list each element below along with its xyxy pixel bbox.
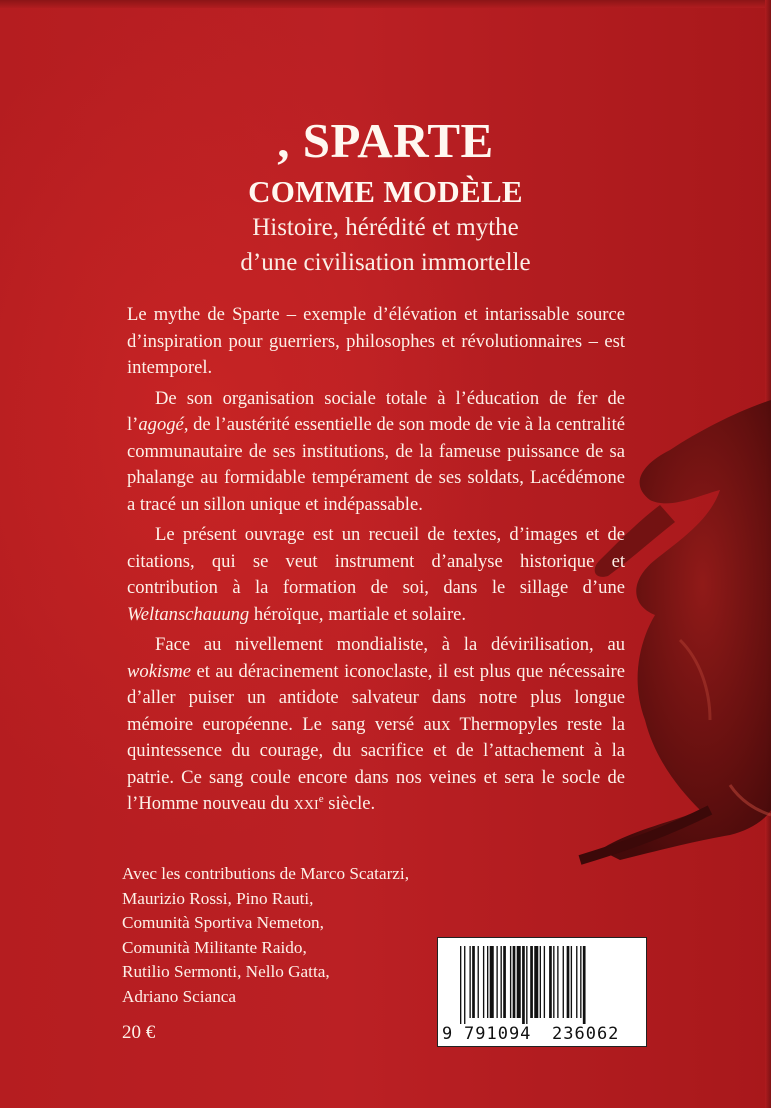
barcode-bar — [557, 946, 558, 1018]
barcode-bar — [487, 946, 488, 1018]
barcode-bar — [583, 946, 586, 1024]
book-title: , SPARTE — [277, 113, 494, 168]
barcode-bar — [553, 946, 554, 1018]
blurb-paragraph-2: De son organisation sociale totale à l’éducation de fer de l’agogé, de l’austérité essentielle de son mode de vie à la centralité communautaire de ses institutions, de la fameuse puissance de sa phalange au formidable tempérament de ses soldats, Lacédémone a tracé un sillon unique et indépassable. — [127, 387, 625, 515]
contributors-line: Comunità Sportiva Nemeton, — [122, 913, 324, 933]
barcode-bar — [469, 946, 470, 1018]
book-tagline-line-2: d’une civilisation immortelle — [240, 249, 531, 276]
barcode-bar — [464, 946, 465, 1024]
barcode-bar — [571, 946, 572, 1018]
barcode-bar — [490, 946, 494, 1018]
barcode-bar — [563, 946, 564, 1018]
barcode-bar — [580, 946, 581, 1018]
contributors-line: Adriano Scianca — [122, 986, 237, 1006]
barcode-bar — [567, 946, 570, 1018]
barcode-bar — [522, 946, 525, 1024]
barcode-first-digit: 9 — [442, 1024, 453, 1044]
barcode-bar — [510, 946, 511, 1018]
blurb-paragraph-3: Le présent ouvrage est un recueil de textes, d’images et de citations, qui se veut instrument d’analyse historique et contribution à la formation de soi, dans le sillage d’une Weltanschauung héroïque, martiale et solaire. — [127, 524, 625, 625]
back-cover-blurb — [127, 302, 625, 824]
contributors-line: Comunità Militante Raido, — [122, 937, 307, 957]
isbn-barcode — [437, 937, 647, 1047]
barcode-bar — [576, 946, 577, 1018]
contributors-line: Avec les contributions de Marco Scatarzi, — [122, 864, 409, 883]
book-subtitle: COMME MODÈLE — [248, 174, 523, 209]
blurb-paragraph-4: Face au nivellement mondialiste, à la dévirilisation, au wokisme et au déracinement iconoclaste, il est plus que nécessaire d’aller puiser un antidote salvateur dans notre plus longue mémoire européenne. Le sang versé aux Thermopyles reste la quintessence du courage, du sacrifice et de l’attachement à la patrie. Ce sang coule encore dans nos veines et sera le socle de l’Homme nouveau du XXIe siècle. — [127, 634, 625, 814]
barcode-bar — [472, 946, 475, 1018]
contributors-line: Rutilio Sermonti, Nello Gatta, — [122, 962, 330, 982]
contributors-line: Maurizio Rossi, Pino Rauti, — [122, 888, 314, 908]
barcode-bar — [513, 946, 516, 1018]
barcode-bar — [534, 946, 538, 1018]
barcode-bar — [501, 946, 502, 1018]
barcode-bar — [517, 946, 521, 1018]
barcode-bar — [478, 946, 479, 1018]
book-tagline-line-1: Histoire, hérédité et mythe — [252, 214, 519, 241]
barcode-bar — [503, 946, 506, 1018]
barcode-bar — [544, 946, 545, 1018]
cover-top-edge — [0, 0, 771, 8]
barcode-bar — [496, 946, 497, 1018]
barcode-bar — [530, 946, 533, 1018]
blurb-paragraph-1: Le mythe de Sparte – exemple d’élévation et intarissable source d’inspiration pour guerriers, philosophes et révolutionnaires – est intemporel. — [127, 304, 625, 378]
barcode-bar — [460, 946, 461, 1024]
barcode-bar — [540, 946, 541, 1018]
contributors-list — [122, 862, 462, 1010]
barcode-bar — [483, 946, 484, 1018]
price-label: 20 € — [122, 1022, 156, 1043]
barcode-group-1: 791094 — [464, 1024, 532, 1044]
barcode-group-2: 236062 — [552, 1024, 620, 1044]
barcode-bar — [526, 946, 527, 1024]
barcode-bars — [448, 946, 638, 1026]
barcode-bar — [549, 946, 552, 1018]
